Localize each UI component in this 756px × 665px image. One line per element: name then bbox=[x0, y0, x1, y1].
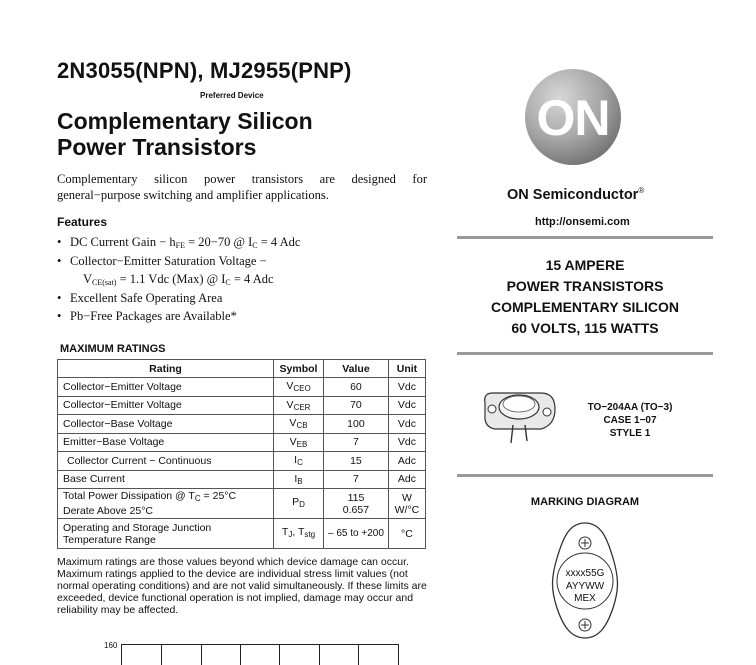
main-title-line-1: Complementary Silicon bbox=[57, 108, 313, 134]
feature-item-current-gain: • DC Current Gain − $h_{FE} = 20-70$ @ $I_C = 4$ Adc bbox=[57, 235, 301, 250]
website-link[interactable]: http://onsemi.com bbox=[535, 216, 630, 228]
bullet-icon: • bbox=[57, 235, 62, 249]
symbol-cell: $V_{CEO}$ bbox=[274, 378, 324, 397]
bullet-icon: • bbox=[57, 253, 62, 268]
symbol-cell: $V_{CB}$ bbox=[274, 415, 324, 434]
rating-cell: Base Current bbox=[58, 470, 274, 489]
marking-code: xxxx55G AYYWW MEX bbox=[565, 568, 605, 604]
brand-name: ON Semiconductor® bbox=[507, 186, 645, 203]
value-cell: 60 bbox=[324, 378, 389, 397]
divider bbox=[457, 474, 713, 477]
spec-summary: 15 AMPERE POWER TRANSISTORS COMPLEMENTARY SILICON 60 VOLTS, 115 WATTS bbox=[491, 257, 679, 336]
chart-gridline bbox=[161, 645, 162, 665]
chart-gridline bbox=[240, 645, 241, 665]
features-heading: Features bbox=[57, 215, 108, 229]
ratings-note: Maximum ratings are those values beyond which device damage can occur. Maximum ratings applied to the device are individual stress limit values (not normal operating conditions) and are not valid simultaneously. If these limits are exceeded, device functional operation is not implied, damage may occur and reliability may be affected. bbox=[57, 556, 427, 616]
maximum-ratings-table bbox=[57, 359, 426, 549]
column-header-rating: Rating bbox=[58, 360, 274, 378]
table-row bbox=[58, 433, 426, 452]
unit-cell: Vdc bbox=[388, 378, 425, 397]
document-title: 2N3055(NPN), MJ2955(PNP) bbox=[57, 58, 352, 83]
table-row bbox=[58, 470, 426, 489]
bullet-icon: • bbox=[57, 309, 62, 323]
rating-cell: Emitter−Base Voltage bbox=[58, 433, 274, 452]
package-info: TO−204AA (TO−3) CASE 1−07 STYLE 1 bbox=[587, 402, 673, 439]
rating-cell: Operating and Storage Junction Temperature Range bbox=[58, 519, 274, 549]
symbol-cell: $V_{CER}$ bbox=[274, 396, 324, 415]
maximum-ratings-heading: MAXIMUM RATINGS bbox=[60, 343, 166, 355]
logo-text: ON bbox=[536, 90, 610, 146]
preferred-device-label: Preferred Device bbox=[200, 91, 264, 100]
features-list bbox=[57, 233, 437, 326]
table-row bbox=[58, 452, 426, 471]
rating-cell: Collector Current − Continuous bbox=[58, 452, 274, 471]
unit-cell: Vdc bbox=[388, 433, 425, 452]
on-semiconductor-logo bbox=[523, 67, 623, 167]
value-cell: 70 bbox=[324, 396, 389, 415]
value-cell: 15 bbox=[324, 452, 389, 471]
feature-item-saturation-voltage-cont: $V_{CE(sat)} = 1.1$ Vdc (Max) @ $I_C = 4$ Adc bbox=[83, 272, 274, 287]
chart-y-tick-label: 160 bbox=[104, 641, 118, 650]
unit-cell: Vdc bbox=[388, 396, 425, 415]
rating-cell: Collector−Emitter Voltage bbox=[58, 378, 274, 397]
rating-cell: Total Power Dissipation @ $T_C = 25^\circ C$ Derate Above 25°C bbox=[58, 489, 274, 519]
feature-item-safe-operating-area: • Excellent Safe Operating Area bbox=[57, 289, 437, 308]
unit-cell: Adc bbox=[388, 470, 425, 489]
divider bbox=[457, 352, 713, 355]
feature-item-saturation-voltage: • Collector−Emitter Saturation Voltage − bbox=[57, 252, 437, 271]
symbol-cell: $V_{EB}$ bbox=[274, 433, 324, 452]
value-cell: 7 bbox=[324, 433, 389, 452]
column-header-symbol: Symbol bbox=[274, 360, 324, 378]
chart-gridline bbox=[279, 645, 280, 665]
value-cell: – 65 to +200 bbox=[324, 519, 389, 549]
chart-gridline bbox=[319, 645, 320, 665]
table-row bbox=[58, 378, 426, 397]
column-header-unit: Unit bbox=[388, 360, 425, 378]
main-title-line-2: Power Transistors bbox=[57, 134, 257, 160]
symbol-cell: $P_D$ bbox=[274, 489, 324, 519]
table-row bbox=[58, 415, 426, 434]
marking-diagram-heading: MARKING DIAGRAM bbox=[530, 496, 640, 508]
rating-cell: Collector−Emitter Voltage bbox=[58, 396, 274, 415]
chart-frame bbox=[121, 644, 399, 665]
symbol-cell: $I_B$ bbox=[274, 470, 324, 489]
symbol-cell: $T_J$, $T_{stg}$ bbox=[274, 519, 324, 549]
intro-paragraph: Complementary silicon power transistors are designed for general−purpose switching and amplifier applications. bbox=[57, 172, 427, 202]
feature-item-pb-free: • Pb−Free Packages are Available* bbox=[57, 307, 437, 326]
unit-cell: W W/°C bbox=[388, 489, 425, 519]
to3-package-image bbox=[481, 385, 559, 445]
rating-cell: Collector−Base Voltage bbox=[58, 415, 274, 434]
table-row bbox=[58, 396, 426, 415]
column-header-value: Value bbox=[324, 360, 389, 378]
unit-cell: °C bbox=[388, 519, 425, 549]
unit-cell: Vdc bbox=[388, 415, 425, 434]
value-cell: 100 bbox=[324, 415, 389, 434]
value-cell: 115 0.657 bbox=[324, 489, 389, 519]
table-row bbox=[58, 489, 426, 519]
table-header-row bbox=[58, 360, 426, 378]
divider bbox=[457, 236, 713, 239]
table-row bbox=[58, 519, 426, 549]
chart-gridline bbox=[358, 645, 359, 665]
symbol-cell: $I_C$ bbox=[274, 452, 324, 471]
unit-cell: Adc bbox=[388, 452, 425, 471]
chart-gridline bbox=[201, 645, 202, 665]
value-cell: 7 bbox=[324, 470, 389, 489]
main-title bbox=[57, 108, 313, 160]
bullet-icon: • bbox=[57, 290, 62, 305]
registered-mark: ® bbox=[638, 186, 645, 195]
